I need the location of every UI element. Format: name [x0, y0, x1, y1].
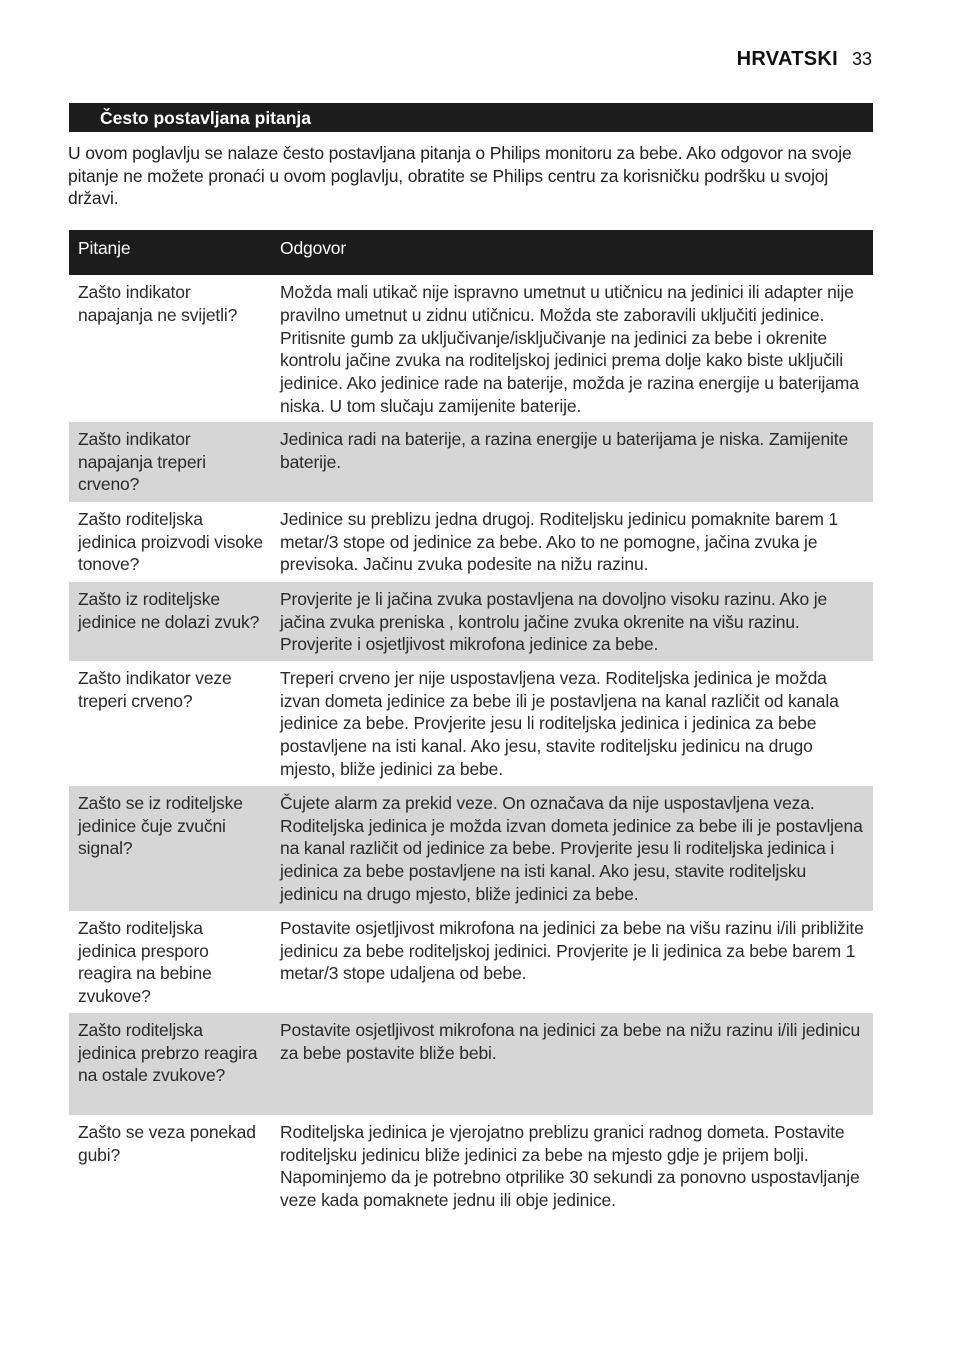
answer-cell: Provjerite je li jačina zvuka postavljena na dovoljno visoku razinu. Ako je jačina zvuka preniska , kontrolu jačine zvuka okrenite na višu razinu. Provjerite i osjetljivost mikrofona jedinice za bebe.: [271, 582, 873, 661]
table-row: [69, 1115, 873, 1225]
faq-table-header-row: [69, 230, 873, 275]
answer-cell: Čujete alarm za prekid veze. On označava da nije uspostavljena veza. Roditeljska jedinica je možda izvan dometa jedinice za bebe ili je postavljena na kanal različit od jedinice za bebe. Provjerite jesu li roditeljska jedinica i jedinica za bebe postavljene na isti kanal. Ako jesu, stavite roditeljsku jedinicu na drugo mjesto, bliže jedinici za bebe.: [271, 786, 873, 911]
question-cell: Zašto indikator veze treperi crveno?: [78, 667, 232, 711]
question-cell: Zašto se iz roditeljske jedinice čuje zvučni signal?: [69, 786, 271, 911]
answer-cell: Treperi crveno jer nije uspostavljena veza. Roditeljska jedinica je možda izvan dometa jedinice za bebe ili je postavljena na kanal različit od kanala jedinice za bebe. Provjerite jesu li roditeljska jedinica i jedinica za bebe postavljene na isti kanal. Ako jesu, stavite roditeljsku jedinicu na drugo mjesto, bliže jedinici za bebe.: [280, 667, 839, 779]
table-row: [69, 582, 873, 661]
table-row: [69, 1013, 873, 1115]
question-cell: Zašto roditeljska jedinica proizvodi visoke tonove?: [78, 508, 263, 575]
question-cell: Zašto roditeljska jedinica prebrzo reagira na ostale zvukove?: [69, 1013, 271, 1115]
answer-cell: Postavite osjetljivost mikrofona na jedinici za bebe na nižu razinu i/ili jedinicu za bebe postavite bliže bebi.: [271, 1013, 873, 1115]
answer-cell: Možda mali utikač nije ispravno umetnut u utičnicu na jedinici ili adapter nije pravilno umetnut u zidnu utičnicu. Možda ste zaboravili uključiti jedinice. Pritisnite gumb za uključivanje/isključivanje na jedinici za bebe i okrenite kontrolu jačine zvuka na roditeljskoj jedinici prema dolje kako biste uključili jedinice. Ako jedinice rade na baterije, možda je razina energije u baterijama niska. U tom slučaju zamijenite baterije.: [280, 282, 859, 416]
question-cell: Zašto iz roditeljske jedinice ne dolazi zvuk?: [69, 582, 271, 661]
page-number: 33: [851, 49, 872, 69]
answer-cell: Roditeljska jedinica je vjerojatno preblizu granici radnog dometa. Postavite roditeljsku jedinicu bliže jedinici za bebe na mjesto gdje je prijem bolji. Napominjemo da je potrebno otprilike 30 sekundi za ponovno uspostavljanje veze kada pomaknete jednu ili obje jedinice.: [280, 1121, 860, 1211]
table-row: [69, 422, 873, 502]
table-row: [69, 275, 873, 422]
table-row: [69, 502, 873, 582]
language-label: HRVATSKI: [736, 48, 838, 70]
column-header-question: Pitanje: [69, 230, 271, 275]
column-header-answer: Odgovor: [271, 230, 873, 275]
answer-cell: Postavite osjetljivost mikrofona na jedinici za bebe na višu razinu i/ili približite jedinicu za bebe roditeljskoj jedinici. Provjerite je li jedinica za bebe barem 1 metar/3 stope udaljena od bebe.: [280, 917, 864, 984]
answer-cell: Jedinica radi na baterije, a razina energije u baterijama je niska. Zamijenite baterije.: [271, 422, 873, 502]
question-cell: Zašto indikator napajanja treperi crveno?: [69, 422, 271, 502]
answer-cell: Jedinice su preblizu jedna drugoj. Roditeljsku jedinicu pomaknite barem 1 metar/3 stope od jedinice za bebe. Ako to ne pomogne, jačina zvuka je previsoka. Jačinu zvuka podesite na nižu razinu.: [280, 508, 839, 575]
question-cell: Zašto indikator napajanja ne svijetli?: [78, 282, 238, 325]
table-row: [69, 786, 873, 911]
page-header: [737, 48, 872, 71]
faq-table: [69, 230, 873, 1225]
question-cell: Zašto roditeljska jedinica presporo reagira na bebine zvukove?: [78, 917, 212, 1007]
intro-paragraph: U ovom poglavlju se nalaze često postavljana pitanja o Philips monitoru za bebe. Ako odgovor na svoje pitanje ne možete pronaći u ovom poglavlju, obratite se Philips centru za korisničku podršku u svojoj državi.: [68, 143, 852, 208]
section-title: Često postavljana pitanja: [69, 103, 873, 132]
table-row: [69, 661, 873, 786]
question-cell: Zašto se veza ponekad gubi?: [78, 1121, 256, 1165]
table-row: [69, 911, 873, 1013]
